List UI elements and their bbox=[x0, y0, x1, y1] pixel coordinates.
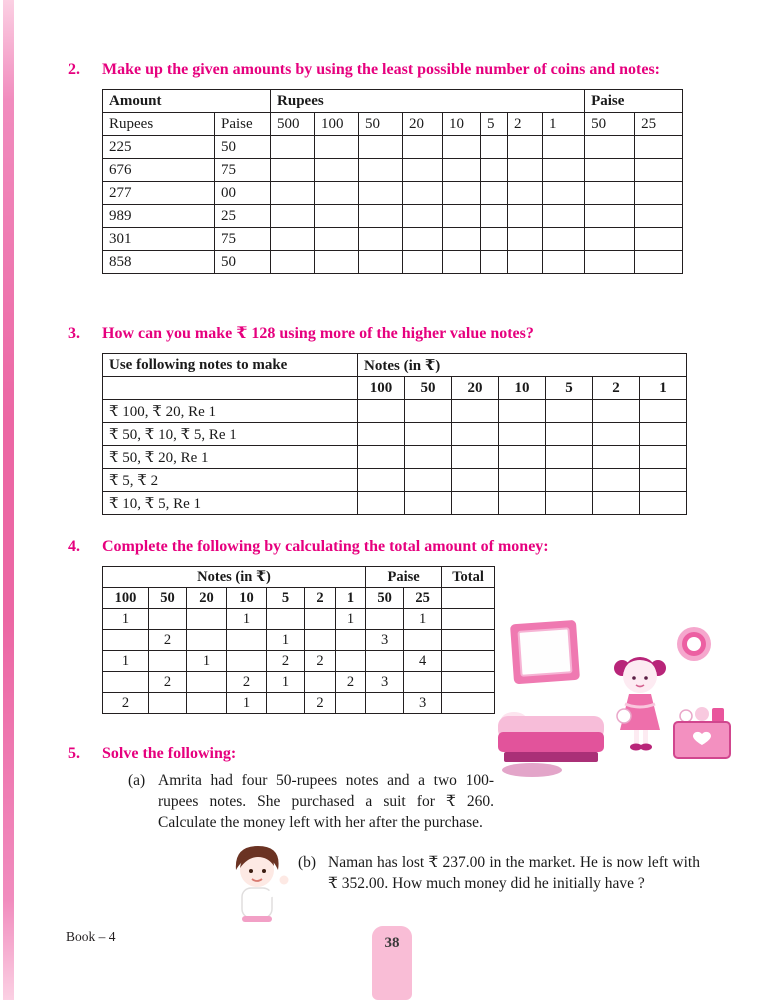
question-4-title: Complete the following by calculating the total amount of money: bbox=[102, 538, 549, 555]
empty-header-cell bbox=[442, 588, 495, 609]
total-amount-table bbox=[102, 566, 495, 714]
empty-cell bbox=[635, 136, 683, 159]
header-cell: 2 bbox=[508, 113, 543, 136]
question-4-number: 4. bbox=[68, 538, 80, 555]
notes-128-table-body bbox=[103, 400, 687, 515]
table-cell: 2 bbox=[305, 693, 336, 714]
table-cell: ₹ 10, ₹ 5, Re 1 bbox=[103, 492, 358, 515]
empty-cell bbox=[358, 400, 405, 423]
empty-cell bbox=[635, 182, 683, 205]
table-row bbox=[103, 693, 495, 714]
table-cell: 301 bbox=[103, 228, 215, 251]
table-cell bbox=[404, 672, 442, 693]
empty-cell bbox=[405, 400, 452, 423]
empty-cell bbox=[403, 205, 443, 228]
table-row bbox=[103, 492, 687, 515]
empty-cell bbox=[271, 228, 315, 251]
empty-cell bbox=[443, 251, 481, 274]
empty-cell bbox=[640, 492, 687, 515]
table-cell bbox=[404, 630, 442, 651]
footer-book-label: Book – 4 bbox=[66, 929, 116, 944]
empty-cell bbox=[359, 228, 403, 251]
notes-in-rupees-header: Notes (in ₹) bbox=[358, 354, 687, 377]
empty-cell bbox=[403, 136, 443, 159]
empty-cell bbox=[443, 159, 481, 182]
notes-128-group-header-row bbox=[103, 354, 687, 377]
use-notes-header: Use following notes to make bbox=[103, 354, 358, 377]
empty-cell bbox=[640, 446, 687, 469]
empty-cell bbox=[358, 423, 405, 446]
page-number-tab bbox=[372, 926, 412, 1000]
table-cell bbox=[305, 672, 336, 693]
empty-cell bbox=[315, 182, 359, 205]
empty-cell bbox=[593, 492, 640, 515]
empty-cell bbox=[585, 159, 635, 182]
question-2 bbox=[68, 60, 720, 274]
table-row bbox=[103, 136, 683, 159]
empty-cell bbox=[405, 492, 452, 515]
empty-cell bbox=[593, 446, 640, 469]
empty-cell bbox=[405, 469, 452, 492]
amounts-subheader-row bbox=[103, 113, 683, 136]
table-cell bbox=[366, 693, 404, 714]
empty-cell bbox=[271, 251, 315, 274]
empty-cell bbox=[452, 492, 499, 515]
table-cell bbox=[149, 693, 187, 714]
empty-cell bbox=[499, 446, 546, 469]
table-cell: 2 bbox=[336, 672, 366, 693]
empty-cell bbox=[359, 205, 403, 228]
question-5-title: Solve the following: bbox=[102, 745, 237, 762]
table-row bbox=[103, 400, 687, 423]
question-5-number: 5. bbox=[68, 745, 80, 762]
table-cell bbox=[103, 630, 149, 651]
empty-cell bbox=[635, 159, 683, 182]
empty-cell bbox=[443, 205, 481, 228]
table-cell bbox=[442, 672, 495, 693]
table-cell: 676 bbox=[103, 159, 215, 182]
table-cell bbox=[305, 630, 336, 651]
table-cell: ₹ 50, ₹ 20, Re 1 bbox=[103, 446, 358, 469]
empty-cell bbox=[543, 205, 585, 228]
table-cell: 2 bbox=[227, 672, 267, 693]
empty-cell bbox=[359, 182, 403, 205]
notes-128-table bbox=[102, 353, 687, 515]
table-cell: 1 bbox=[103, 651, 149, 672]
header-cell: 20 bbox=[403, 113, 443, 136]
empty-cell bbox=[403, 159, 443, 182]
empty-cell bbox=[546, 492, 593, 515]
empty-cell bbox=[358, 492, 405, 515]
empty-cell bbox=[499, 492, 546, 515]
paise-group-header: Paise bbox=[585, 90, 683, 113]
table-row bbox=[103, 609, 495, 630]
table-cell: 1 bbox=[227, 609, 267, 630]
empty-cell bbox=[315, 136, 359, 159]
header-cell: 50 bbox=[149, 588, 187, 609]
header-cell: 50 bbox=[585, 113, 635, 136]
table-cell bbox=[336, 693, 366, 714]
empty-cell bbox=[546, 400, 593, 423]
table-cell: 2 bbox=[267, 651, 305, 672]
empty-cell bbox=[359, 251, 403, 274]
boy-illustration bbox=[222, 840, 290, 924]
header-cell: 100 bbox=[315, 113, 359, 136]
table-cell: 989 bbox=[103, 205, 215, 228]
amount-group-header: Amount bbox=[103, 90, 271, 113]
empty-cell bbox=[640, 423, 687, 446]
empty-cell bbox=[271, 159, 315, 182]
header-cell: 1 bbox=[543, 113, 585, 136]
empty-cell bbox=[546, 469, 593, 492]
question-2-title: Make up the given amounts by using the least possible number of coins and notes: bbox=[102, 61, 661, 78]
empty-cell bbox=[546, 423, 593, 446]
empty-cell bbox=[452, 423, 499, 446]
empty-cell bbox=[452, 446, 499, 469]
header-cell: 50 bbox=[359, 113, 403, 136]
header-cell: 25 bbox=[635, 113, 683, 136]
table-cell: 00 bbox=[215, 182, 271, 205]
table-cell: 225 bbox=[103, 136, 215, 159]
table-cell: 2 bbox=[103, 693, 149, 714]
table-cell: 1 bbox=[103, 609, 149, 630]
table-cell bbox=[366, 609, 404, 630]
table-cell bbox=[227, 651, 267, 672]
table-row bbox=[103, 630, 495, 651]
header-cell: 100 bbox=[358, 377, 405, 400]
empty-cell bbox=[403, 251, 443, 274]
table-row bbox=[103, 469, 687, 492]
question-5a bbox=[128, 770, 494, 833]
empty-cell bbox=[271, 182, 315, 205]
item-label-b: (b) bbox=[298, 854, 317, 871]
table-cell: ₹ 50, ₹ 10, ₹ 5, Re 1 bbox=[103, 423, 358, 446]
table-row bbox=[103, 228, 683, 251]
header-cell: 500 bbox=[271, 113, 315, 136]
table-cell: 2 bbox=[149, 672, 187, 693]
empty-cell bbox=[635, 228, 683, 251]
empty-cell bbox=[543, 136, 585, 159]
empty-cell bbox=[635, 205, 683, 228]
empty-cell bbox=[499, 400, 546, 423]
empty-cell bbox=[481, 182, 508, 205]
empty-cell bbox=[640, 400, 687, 423]
header-cell: 25 bbox=[404, 588, 442, 609]
table-cell: 75 bbox=[215, 228, 271, 251]
header-cell: 2 bbox=[305, 588, 336, 609]
table-cell: ₹ 100, ₹ 20, Re 1 bbox=[103, 400, 358, 423]
page-edge-strip bbox=[3, 0, 14, 1000]
empty-cell bbox=[585, 136, 635, 159]
empty-cell bbox=[585, 205, 635, 228]
table-row bbox=[103, 182, 683, 205]
empty-cell bbox=[359, 136, 403, 159]
question-5a-text: Amrita had four 50-rupees notes and a two 100-rupees notes. She purchased a suit for ₹ 260. Calculate the money left with her after the purchase. bbox=[158, 772, 494, 831]
table-row bbox=[103, 446, 687, 469]
empty-cell bbox=[543, 159, 585, 182]
header-cell: 1 bbox=[336, 588, 366, 609]
header-cell: 20 bbox=[187, 588, 227, 609]
table-cell bbox=[336, 651, 366, 672]
question-2-number: 2. bbox=[68, 61, 80, 78]
header-cell: 50 bbox=[366, 588, 404, 609]
empty-cell bbox=[543, 182, 585, 205]
amounts-table bbox=[102, 89, 683, 274]
table-cell bbox=[187, 672, 227, 693]
empty-cell bbox=[443, 136, 481, 159]
table-cell: ₹ 5, ₹ 2 bbox=[103, 469, 358, 492]
table-row bbox=[103, 205, 683, 228]
header-cell: 100 bbox=[103, 588, 149, 609]
header-cell: 5 bbox=[267, 588, 305, 609]
header-cell: 20 bbox=[452, 377, 499, 400]
table-cell: 2 bbox=[149, 630, 187, 651]
table-cell bbox=[227, 630, 267, 651]
table-cell bbox=[267, 609, 305, 630]
empty-cell bbox=[543, 228, 585, 251]
table-cell: 277 bbox=[103, 182, 215, 205]
empty-cell bbox=[452, 469, 499, 492]
empty-cell bbox=[481, 136, 508, 159]
empty-cell bbox=[315, 251, 359, 274]
paise-group-header: Paise bbox=[366, 567, 442, 588]
wall-mirror-icon bbox=[510, 620, 580, 684]
table-cell bbox=[103, 672, 149, 693]
table-row bbox=[103, 672, 495, 693]
flower-clock-icon bbox=[677, 627, 711, 661]
empty-cell bbox=[315, 228, 359, 251]
empty-cell bbox=[481, 251, 508, 274]
empty-cell bbox=[405, 446, 452, 469]
header-cell: 1 bbox=[640, 377, 687, 400]
empty-cell bbox=[358, 469, 405, 492]
table-cell bbox=[187, 609, 227, 630]
question-5b bbox=[222, 840, 700, 924]
header-cell: 2 bbox=[593, 377, 640, 400]
header-cell: 10 bbox=[499, 377, 546, 400]
rupees-group-header: Rupees bbox=[271, 90, 585, 113]
notes-group-header: Notes (in ₹) bbox=[103, 567, 366, 588]
header-cell: 5 bbox=[546, 377, 593, 400]
table-cell: 3 bbox=[404, 693, 442, 714]
table-cell bbox=[305, 609, 336, 630]
empty-cell bbox=[508, 205, 543, 228]
table-cell bbox=[149, 609, 187, 630]
question-3-title: How can you make ₹ 128 using more of the higher value notes? bbox=[102, 325, 534, 342]
table-cell: 50 bbox=[215, 136, 271, 159]
notes-128-subheader-row bbox=[103, 377, 687, 400]
table-cell: 1 bbox=[187, 651, 227, 672]
empty-cell bbox=[358, 446, 405, 469]
table-cell bbox=[187, 693, 227, 714]
empty-cell bbox=[403, 228, 443, 251]
empty-cell bbox=[546, 446, 593, 469]
table-cell bbox=[187, 630, 227, 651]
empty-cell bbox=[315, 159, 359, 182]
header-cell: 10 bbox=[227, 588, 267, 609]
empty-cell bbox=[481, 159, 508, 182]
empty-cell bbox=[443, 228, 481, 251]
empty-cell bbox=[481, 228, 508, 251]
empty-cell bbox=[585, 228, 635, 251]
empty-cell bbox=[593, 469, 640, 492]
empty-cell bbox=[508, 136, 543, 159]
empty-cell bbox=[443, 182, 481, 205]
page-number: 38 bbox=[384, 935, 400, 951]
table-cell: 4 bbox=[404, 651, 442, 672]
table-cell bbox=[336, 630, 366, 651]
empty-cell bbox=[585, 251, 635, 274]
table-cell bbox=[442, 609, 495, 630]
total-subheader-row bbox=[103, 588, 495, 609]
table-cell bbox=[149, 651, 187, 672]
question-3-number: 3. bbox=[68, 325, 80, 342]
total-group-header: Total bbox=[442, 567, 495, 588]
empty-cell bbox=[593, 400, 640, 423]
header-cell: 50 bbox=[405, 377, 452, 400]
empty-cell bbox=[499, 423, 546, 446]
table-cell bbox=[366, 651, 404, 672]
total-table-body bbox=[103, 609, 495, 714]
amounts-table-body bbox=[103, 136, 683, 274]
empty-cell bbox=[499, 469, 546, 492]
empty-cell bbox=[635, 251, 683, 274]
table-cell: 25 bbox=[215, 205, 271, 228]
table-cell: 1 bbox=[404, 609, 442, 630]
amounts-group-header-row bbox=[103, 90, 683, 113]
table-cell: 3 bbox=[366, 630, 404, 651]
question-5b-text: Naman has lost ₹ 237.00 in the market. He is now left with ₹ 352.00. How much money did he initially have ? bbox=[328, 854, 700, 892]
table-cell bbox=[442, 630, 495, 651]
empty-cell bbox=[452, 400, 499, 423]
empty-cell bbox=[508, 228, 543, 251]
empty-cell bbox=[403, 182, 443, 205]
table-cell: 858 bbox=[103, 251, 215, 274]
item-label-a: (a) bbox=[128, 772, 146, 789]
table-cell: 2 bbox=[305, 651, 336, 672]
empty-header-cell bbox=[103, 377, 358, 400]
empty-cell bbox=[593, 423, 640, 446]
question-5 bbox=[68, 744, 720, 936]
empty-cell bbox=[508, 159, 543, 182]
table-cell bbox=[267, 693, 305, 714]
empty-cell bbox=[481, 205, 508, 228]
empty-cell bbox=[585, 182, 635, 205]
empty-cell bbox=[543, 251, 585, 274]
table-row bbox=[103, 251, 683, 274]
table-cell: 1 bbox=[227, 693, 267, 714]
table-cell: 1 bbox=[267, 672, 305, 693]
table-row bbox=[103, 651, 495, 672]
question-3 bbox=[68, 324, 720, 515]
empty-cell bbox=[271, 136, 315, 159]
total-group-header-row bbox=[103, 567, 495, 588]
empty-cell bbox=[405, 423, 452, 446]
header-cell: Paise bbox=[215, 113, 271, 136]
header-cell: 10 bbox=[443, 113, 481, 136]
empty-cell bbox=[508, 251, 543, 274]
table-cell: 1 bbox=[267, 630, 305, 651]
table-cell: 75 bbox=[215, 159, 271, 182]
empty-cell bbox=[640, 469, 687, 492]
table-cell bbox=[442, 693, 495, 714]
empty-cell bbox=[508, 182, 543, 205]
header-cell: 5 bbox=[481, 113, 508, 136]
empty-cell bbox=[271, 205, 315, 228]
empty-cell bbox=[359, 159, 403, 182]
header-cell: Rupees bbox=[103, 113, 215, 136]
table-cell: 50 bbox=[215, 251, 271, 274]
table-cell bbox=[442, 651, 495, 672]
table-cell: 3 bbox=[366, 672, 404, 693]
empty-cell bbox=[315, 205, 359, 228]
table-row bbox=[103, 423, 687, 446]
table-cell: 1 bbox=[336, 609, 366, 630]
girl-figure bbox=[614, 657, 666, 751]
table-row bbox=[103, 159, 683, 182]
